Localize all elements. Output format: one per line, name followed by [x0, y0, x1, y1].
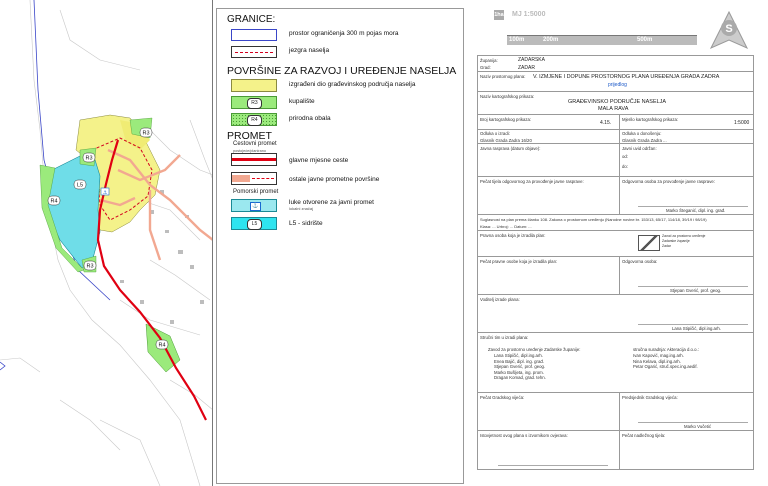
predsjednik-label: Predsjednik Gradskog vijeća: [622, 395, 678, 400]
uvid-od: od: [622, 154, 628, 159]
map-label-r4-west: R4 [50, 198, 58, 205]
row-zupanija [477, 55, 754, 71]
swatch-sidriste-code: L5 [247, 219, 262, 230]
plan-sub: prijedlog [608, 82, 627, 88]
legend-label-luke [289, 199, 374, 211]
legend-label-kupaliste: kupalište [289, 98, 315, 105]
legend-promet-title: PROMET [227, 130, 272, 142]
row-broj [477, 114, 754, 129]
scale-bar [507, 36, 697, 45]
swatch-glavne-ceste [231, 153, 277, 166]
row-plan [477, 71, 754, 91]
odg-osoba-value: Stjepan Gverić, prof. geog. [670, 288, 722, 293]
scale-bar-500: 500m [637, 37, 653, 43]
legend-panel [216, 8, 464, 484]
map-label-r3-north: R3 [142, 130, 150, 137]
tim-right-3: Petar Ogarić, struč.spec.ing.aedif. [633, 364, 698, 369]
tim-left-2: Enea Bajić, dipl. ing. građ. [494, 358, 544, 364]
legend-label-built: izgrađeni dio građevinskog područja naselja [289, 81, 416, 88]
row-izradivac [477, 230, 754, 256]
legend-label-prirodna-obala: prirodna obala [289, 115, 331, 122]
pecat2-label: Pečat pravne osobe koja je izradila plan: [480, 259, 558, 264]
grad-value: ZADAR [518, 64, 535, 71]
tim-left-3: Stjepan Gverić, prof. geog. [494, 364, 546, 369]
rasprava-label: Javna rasprava (datum objave): [480, 146, 541, 151]
legend-cestovni-note: postojeće/planirano [233, 149, 266, 153]
voditelj-value: Lana Stipičić, dipl.ing.arh. [672, 326, 721, 331]
odg-osoba-label: Odgovorna osoba: [622, 259, 658, 264]
legend-label-ostale-ceste: ostale javne prometne površine [289, 176, 380, 183]
swatch-prirodna-obala-code: R4 [247, 115, 262, 126]
zavod-logo-icon [638, 235, 660, 251]
scale-bar-200: 200m [543, 37, 559, 43]
odluka-izradi-label: Odluka o izradi: [480, 131, 510, 136]
scale-unit-box: 1ha [494, 12, 504, 18]
swatch-sidriste [231, 217, 277, 230]
istovjetnost-label: Istovjetnost ovog plana s izvornikom ovjerava: [480, 433, 568, 438]
plan-value: V. IZMJENE I DOPUNE PROSTORNOG PLANA UREĐENJA GRADA ZADRA [533, 74, 720, 80]
odluka-izradi-value: Glasnik Grada Zadra 16/20 [480, 137, 532, 143]
row-voditelj [477, 294, 754, 332]
row-pecat-rasprava [477, 176, 754, 214]
scale-ratio: MJ 1:5000 [512, 11, 546, 18]
logo-text-2: Zadarske županije [662, 239, 690, 243]
map-label-r4-south: R4 [158, 342, 166, 349]
north-arrow-icon [707, 10, 751, 50]
title-block [467, 8, 762, 484]
row-tim [477, 332, 754, 392]
scale-bar-100: 100m [509, 37, 525, 43]
zupanija-label: Županija: [480, 58, 498, 63]
row-suglasnost [477, 214, 754, 230]
uvid-do: do: [622, 164, 628, 169]
svg-text:S: S [725, 23, 733, 35]
swatch-built [231, 79, 277, 92]
odgovorna-value: Marko Šteganić, dipl. ing. građ. [666, 208, 726, 213]
odluka-donos-label: Odluka o donošenju: [622, 131, 662, 136]
logo-text-3: Zadar [662, 244, 671, 248]
row-pecat-izradivac [477, 256, 754, 294]
anchor-icon: ⚓ [250, 202, 261, 211]
predsjednik-value: Marko Vučetić [684, 424, 712, 429]
tim-right-1: Ivan Kapović, mag.ing.arh. [633, 353, 684, 358]
izradivac-label: Pravna osoba koja je izradila plan: [480, 233, 546, 238]
legend-label-luke-text: luke otvorene za javni promet [289, 199, 374, 206]
kart-label: Naziv kartografskog prikaza: [480, 94, 535, 99]
pecat1-label: Pečat tijela odgovornog za provođenje javne rasprave: [480, 179, 584, 184]
tim-left-5: Dragan Komad, grad. tehn. [494, 375, 546, 380]
suglasnost-text: Suglasnost na plan prema članku 108. Zakona o prostornom uređenju (Narodne novine br. 153/13, 65/17, 114/18, 39/19 i 98/19) [480, 217, 707, 222]
row-kartografski [477, 91, 754, 114]
logo-text-1: Zavod za prostorno uređenje [662, 234, 706, 238]
legend-label-300m: prostor ograničenja 300 m pojas mora [289, 30, 399, 37]
uvid-label: Javni uvid održan: [622, 146, 657, 151]
swatch-ostale-ceste [231, 172, 277, 185]
tim-right-0: stručna suradnja: Akteracija d.o.o.: [633, 347, 699, 352]
map-label-l5: L5 [76, 182, 84, 189]
swatch-kupaliste [231, 96, 277, 109]
tim-left-1: Lana Stipičić, dipl.ing.arh. [494, 353, 543, 358]
swatch-prirodna-obala [231, 113, 277, 126]
legend-label-sidriste: L5 - sidrište [289, 220, 323, 227]
voditelj-label: Voditelj izrade plana: [480, 297, 520, 302]
broj-value: 4.15. [600, 120, 612, 126]
row-vijece [477, 392, 754, 430]
broj-label: Broj kartografskog prikaza: [480, 117, 532, 122]
legend-granice-title: GRANICE: [227, 14, 276, 25]
legend-cestovni-title: Cestovni promet [233, 141, 277, 147]
mjerilo-label: Mjerilo kartografskog prikaza: [622, 117, 679, 122]
swatch-300m-boundary [231, 29, 277, 41]
legend-pomorski-title: Pomorski promet [233, 189, 279, 195]
odluka-donos-value: Glasnik Grada Zadra ... [622, 137, 667, 143]
tim-left-4: Marko Bušljeta, ing. prom. [494, 369, 544, 375]
swatch-kupaliste-code: R3 [247, 98, 262, 109]
map-label-r3-west: R3 [85, 155, 93, 162]
plan-label: Naziv prostornog plana: [480, 74, 526, 79]
legend-povrsine-title: POVRŠINE ZA RAZVOJ I UREĐENJE NASELJA [227, 65, 457, 77]
terrain-lines [0, 0, 213, 486]
map-panel [0, 0, 213, 486]
map-label-r3-south: R3 [86, 263, 94, 270]
plan-map [0, 0, 213, 486]
mjerilo-value: 1:5000 [734, 120, 750, 126]
row-rasprava [477, 143, 754, 176]
svg-text:⚓: ⚓ [102, 190, 108, 196]
row-istovjetnost [477, 430, 754, 470]
legend-label-luke-note: lokalni značaj [289, 206, 314, 211]
odgovorna-label: Odgovorna osoba za provođenje javne rasprave: [622, 179, 715, 184]
pecat3-label: Pečat Gradskog vijeća: [480, 395, 525, 400]
kart-value-2: MALA RAVA [598, 106, 629, 112]
swatch-core [231, 46, 277, 58]
grad-label: Grad: [480, 65, 491, 70]
tim-right-2: Nina Kelava, dipl.ing.arh. [633, 358, 681, 364]
legend-label-core: jezgra naselja [289, 47, 330, 54]
legend-label-glavne-ceste: glavne mjesne ceste [289, 157, 349, 164]
kart-value-1: GRAĐEVINSKO PODRUČJE NASELJA [568, 99, 667, 105]
swatch-luke [231, 199, 277, 212]
tim-label: Stručni tim u izradi plana: [480, 335, 529, 340]
tim-left-0: Zavod za prostorno uređenje Zadarske županije: [488, 347, 581, 352]
zupanija-value: ZADARSKA [518, 57, 545, 63]
pecat4-label: Pečat nadležnog tijela: [622, 433, 666, 438]
row-odluke [477, 129, 754, 143]
klasa-text: Klasa: ... Urbroj: ... Datum: ... [480, 224, 532, 229]
